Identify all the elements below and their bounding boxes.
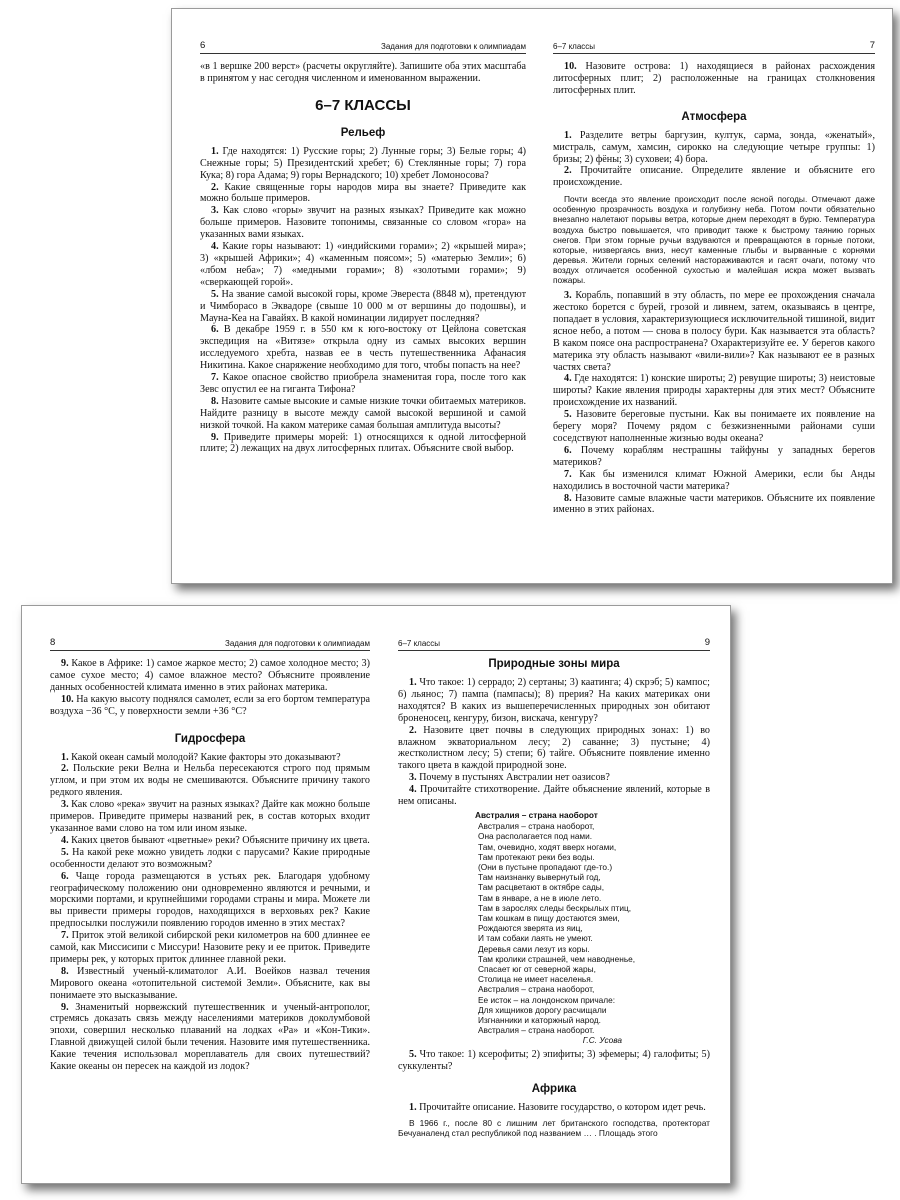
task-item: 7. Приток этой великой сибирской реки километров на 600 длиннее ее самой, как Миссисипи с Миссури! Назовите реку и ее приток. Приведите примеры рек, у которых приток длиннее главной реки. xyxy=(50,930,370,965)
poem-line: Австралия – страна наоборот, xyxy=(478,821,595,832)
task-item: 3. Как слово «горы» звучит на разных языках? Приведите как можно больше примеров. Назовите топонимы, связанные со словом «гора» на указанных вами языках. xyxy=(200,205,526,241)
task-item: 9. Знаменитый норвежский путешественник и ученый-антрополог, стремясь доказать связь между населениями материков доколумбовой эпохи, совершил несколько плаваний на лодках «Ра» и «Кон-Тики». Главной движущей силой были течения. Назовите имя путешественника. Какие течения использовал мореплаватель для своих путешествий? Какие океаны он пересек на каждой из лодок? xyxy=(50,1001,370,1073)
task-item: 9. Какое в Африке: 1) самое жаркое место; 2) самое холодное место; 3) самое сухое место; 4) самое влажное место? Объясните проявление данных особенностей климата именно в этих районах материка. xyxy=(50,658,370,693)
task-item: 3. Как слово «река» звучит на разных языках? Дайте как можно больше примеров. Приведите примеры названий рек, в состав которых входит указанное вами слово на том или ином языке. xyxy=(50,799,370,834)
poem-line: Там кролики страшней, чем наводненье, xyxy=(478,953,636,964)
poem-line: Там, очевидно, ходят вверх ногами, xyxy=(478,841,617,852)
poem-line: Там в январе, а не в июле лето. xyxy=(478,892,602,903)
task-item: 2. Какие священные горы народов мира вы знаете? Приведите как можно больше примеров. xyxy=(200,181,526,205)
task-item: 4. Где находятся: 1) конские широты; 2) ревущие широты; 3) неистовые широты? Какие явления природы характерны для этих мест? Объясните происхождение их названий. xyxy=(553,373,875,409)
page-9 xyxy=(398,606,710,1183)
subsection-title-hydrosphere: Гидросфера xyxy=(174,732,246,745)
task-item: 5. Что такое: 1) ксерофиты; 2) эпифиты; 3) эфемеры; 4) галофиты; 5) суккуленты? xyxy=(398,1048,710,1072)
task-item: 8. Назовите самые высокие и самые низкие точки обитаемых материков. Найдите разницу в высоте между самой высокой вершиной и самой низкой точкой. На каком материке самая большая амплитуда высоты? xyxy=(200,395,526,431)
poem-line: Изгнанники и каторжный народ. xyxy=(478,1015,601,1026)
task-item: 4. Какие горы называют: 1) «индийскими горами»; 2) «крышей мира»; 3) «крышей Африки»; 4) «каменным поясом»; 5) «матерью Земли»; 6) «лбом неба»; 7) «медными горами»; 8) «золотыми горами»; 9) «сверкающей горой». xyxy=(200,241,526,288)
page-6 xyxy=(200,9,526,583)
page-number: 8 xyxy=(50,637,56,648)
running-header xyxy=(553,40,875,54)
page-8 xyxy=(50,606,370,1183)
task-item: 1. Какой океан самый молодой? Какие факторы это доказывают? xyxy=(61,751,341,763)
poem-line: И там собаки лаять не умеют. xyxy=(478,933,593,944)
poem-line: Там кошкам в пищу достаются змеи, xyxy=(478,913,620,923)
running-header xyxy=(50,637,370,651)
task-item: 8. Известный ученый-климатолог А.И. Воейков назвал течения Мирового океана «отопительной системой Земли». Объясните, как вы понимаете это высказывание. xyxy=(50,965,370,1001)
task-item: 1. Прочитайте описание. Назовите государство, о котором идет речь. xyxy=(409,1102,706,1114)
poem-line: Спасает юг от северной жары, xyxy=(478,964,596,975)
poem-line: Столица не имеет населенья. xyxy=(478,974,594,985)
running-title: Задания для подготовки к олимпиадам xyxy=(225,639,370,648)
poem-line: Там наизнанку вывернутый год, xyxy=(478,872,601,883)
task-item: 6. В декабре 1959 г. в 550 км к юго-востоку от Цейлона советская экспедиция на «Витязе» открыла одну из самых высоких вершин исследуемого хребта, назвав ее в честь путешественника Афанасия Никитина. Какое снаряжение необходимо для того, чтобы попасть на нее? xyxy=(200,324,526,372)
running-title: Задания для подготовки к олимпиадам xyxy=(381,42,526,51)
subsection-title-natural-zones: Природные зоны мира xyxy=(488,658,620,670)
task-item: 2. Прочитайте описание. Определите явление и объясните его происхождение. xyxy=(553,165,875,189)
task-item: 1. Что такое: 1) серрадо; 2) сертаны; 3) каатинга; 4) скрэб; 5) кампос; 6) льянос; 7) пампа (пампасы); 8) прерия? На каких материках они находятся? В каких из вышеперечисленных природных зон обитают броненосец, кенгуру, бизон, вискача, кенгуру? xyxy=(398,677,710,724)
task-item: 5. На какой реке можно увидеть лодки с парусами? Какие природные особенности делают это возможным? xyxy=(50,846,370,870)
task-item: 9. Приведите примеры морей: 1) относящихся к одной литосферной плите; 2) лежащих на двух литосферных плитах. Объясните свой выбор. xyxy=(200,431,526,455)
poem-line: Ее исток – на лондонском причале: xyxy=(478,994,616,1005)
task-item: 6. Чаще города размещаются в устьях рек. Благодаря удобному географическому положению они одновременно являются и речными, и морскими портами, и крупнейшими городами страны и мира. Можете ли вы привести примеры городов, находящихся в верховьях рек? Какие предпосылки послужили появлению городов именно в этих местах? xyxy=(50,870,370,930)
carry-over-text: «в 1 вершке 200 верст» (расчеты округляйте). Запишите оба этих масштаба в принятом у нас сегодня численном и именованном выражении. xyxy=(200,61,526,84)
subsection-title-africa: Африка xyxy=(531,1083,577,1096)
task-item: 8. Назовите самые влажные части материков. Объясните их появление именно в этих районах. xyxy=(553,492,875,516)
running-title: 6–7 классы xyxy=(553,42,596,51)
task-item: 7. Как бы изменился климат Южной Америки, если бы Анды находились в восточной части материка? xyxy=(553,468,875,492)
running-title: 6–7 классы xyxy=(398,639,441,648)
subsection-title-atmosphere: Атмосфера xyxy=(681,110,747,123)
poem-line: Деревья сами лезут из коры. xyxy=(478,943,590,954)
poem-line: Там расцветают в октябре сады, xyxy=(478,882,605,893)
poem-line: Для хищников дорогу расчищали xyxy=(478,1004,607,1015)
section-title: 6–7 КЛАССЫ xyxy=(315,96,411,114)
poem-line: Рождаются зверята из яиц, xyxy=(478,923,583,934)
book-spread-pages-8-9 xyxy=(21,605,731,1184)
task-item: 10. На какую высоту поднялся самолет, если за его бортом температура воздуха −36 °С, у поверхности земли +36 °С? xyxy=(50,693,370,717)
task-item: 7. Какое опасное свойство приобрела знаменитая гора, после того как Зевс опустил ее на гиганта Тифона? xyxy=(200,372,526,395)
task-item: 2. Польские реки Велна и Нельба пересекаются строго под прямым углом, и при этом их воды не смешиваются. Объясните причину такого редкого явления. xyxy=(50,763,370,799)
page-number: 9 xyxy=(704,637,710,648)
book-spread-pages-6-7 xyxy=(171,8,893,584)
page-number: 7 xyxy=(869,40,875,51)
poem-author: Г.С. Усова xyxy=(582,1035,622,1046)
page-7 xyxy=(553,9,875,583)
running-header xyxy=(398,637,710,651)
task-item: 5. Назовите береговые пустыни. Как вы понимаете их появление на берегу моря? Почему рядом с безжизненными районами суши соседствуют наполненные жизнью воды океана? xyxy=(553,409,875,444)
description-quote: В 1966 г., после 80 с лишним лет британского господства, протекторат Бечуаналенд стал республикой под названием … . Площадь этого xyxy=(398,1118,710,1139)
task-item: 2. Назовите цвет почвы в следующих природных зонах: 1) во влажном экваториальном лесу; 2) саванне; 3) пустыне; 4) жестколистном лесу; 5) степи; 6) тайге. Объясните появление именно такого цвета в каждой природной зоне. xyxy=(398,724,710,772)
subsection-title-relief: Рельеф xyxy=(340,126,386,139)
poem-line: Австралия – страна наоборот, xyxy=(478,984,595,995)
task-item: 4. Прочитайте стихотворение. Дайте объяснение явлений, которые в нем описаны. xyxy=(398,784,710,808)
task-item: 3. Корабль, попавший в эту область, по мере ее прохождения сначала жестоко борется с бурей, грозой и ливнем, затем, оказываясь в центре, попадает в условия, характеризующиеся исключительной тишиной, видит ясное небо, а потом — снова в полосу бури. Как называется эта область? В каком поясе она распространена? Охарактеризуйте ее. У берегов какого материка эту область называют «вили-вили»? Как называют ее в разных частях света? xyxy=(553,290,875,373)
poem-line: Там протекают реки без воды. xyxy=(478,851,595,862)
task-item: 1. Где находятся: 1) Русские горы; 2) Лунные горы; 3) Белые горы; 4) Снежные горы; 5) Президентский хребет; 6) Стеклянные горы; 7) гора Кука; 8) гора Адама; 9) горы Вернадского; 10) хребет Ломоносова? xyxy=(200,145,526,181)
page-number: 6 xyxy=(200,40,206,51)
task-item: 10. Назовите острова: 1) находящиеся в районах расхождения литосферных плит; 2) расположенные на границах столкновения литосферных плит. xyxy=(553,61,875,96)
task-item: 4. Каких цветов бывают «цветные» реки? Объясните причину их цвета. xyxy=(61,834,370,846)
poem-title: Австралия – страна наоборот xyxy=(475,809,598,820)
task-item: 5. На звание самой высокой горы, кроме Эвереста (8848 м), претендуют и Чимборасо в Эквадоре (свыше 10 000 м от вершины до подошвы), и Мауна-Кеа на Гавайях. В какой номинации лидирует последняя? xyxy=(200,288,526,324)
poem-line: (Они в пустыне пропадают где-то.) xyxy=(478,861,613,872)
poem-line: Она располагается под нами. xyxy=(478,831,593,842)
task-item: 3. Почему в пустынях Австралии нет оазисов? xyxy=(409,772,610,784)
task-item: 6. Почему кораблям нестрашны тайфуны у западных берегов материков? xyxy=(553,444,875,468)
task-item: 1. Разделите ветры баргузин, култук, сарма, зонда, «женатый», мистраль, самум, хамсин, сирокко на следующие четыре группы: 1) бризы; 2) фёны; 3) суховеи; 4) бора. xyxy=(553,129,875,165)
poem-line: Там в зарослях следы бескрылых птиц, xyxy=(478,902,632,913)
poem-line: Австралия – страна наоборот. xyxy=(478,1025,595,1036)
poem xyxy=(475,809,710,1046)
description-quote: Почти всегда это явление происходит после ясной погоды. Отмечают даже особенную прозрачность воздуха и голубизну неба. Потом почти обязательно внезапно налетают порывы ветра, которые днем переходят в бурю. Температура воздуха быстро повышается, что приводит также к быстрому таянию горных снегов. При этом горные ручьи вздуваются и превращаются в горные потоки, которые, низвергаясь вниз, несут каменные глыбы и вырванные с корнями деревья. Жители горных селений настораживаются и гасят очаги, потому что воздух отличается особенной сухостью и малейшая искра может вызвать пожары. xyxy=(553,194,875,285)
running-header xyxy=(200,40,526,54)
